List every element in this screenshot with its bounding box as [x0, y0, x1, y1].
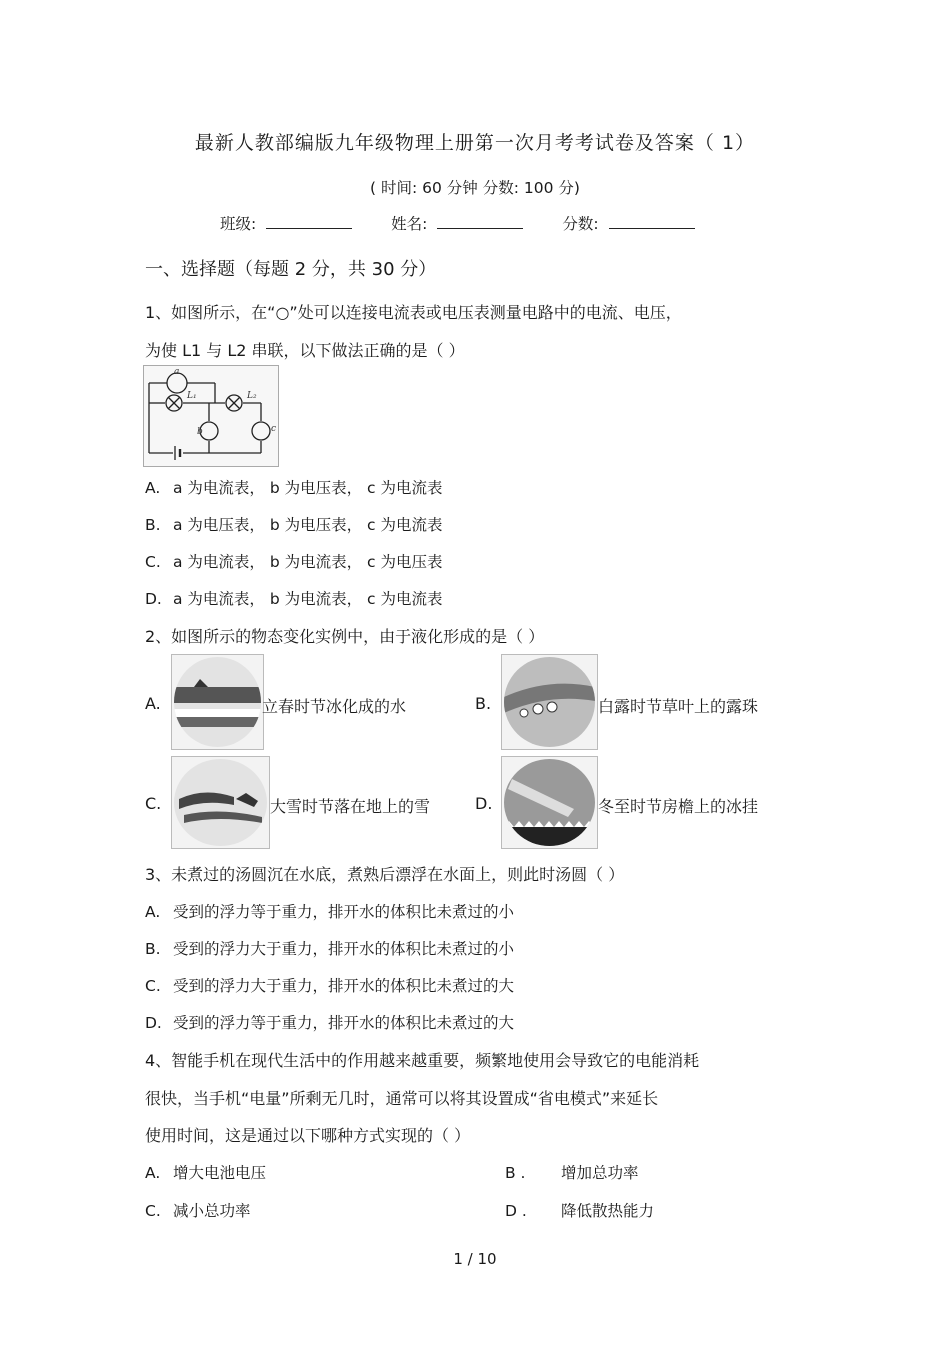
option-text: a 为电流表， b 为电压表， c 为电流表 [173, 479, 443, 497]
image-disc [504, 759, 595, 846]
class-label: 班级: [220, 215, 257, 233]
name-label: 姓名: [391, 215, 428, 233]
q3-option-c[interactable] [145, 974, 514, 996]
class-blank[interactable] [266, 214, 352, 229]
option-key: A. [145, 1164, 161, 1182]
option-text: 受到的浮力大于重力，排开水的体积比未煮过的大 [173, 977, 515, 995]
q4-option-c[interactable] [145, 1199, 251, 1221]
icicles-drawing [504, 759, 595, 846]
option-key: C. [145, 553, 161, 571]
image-disc [174, 657, 261, 747]
option-key: B . [505, 1164, 526, 1182]
image-disc [504, 657, 595, 747]
option-key: A. [145, 903, 161, 921]
lamp-l1-label: L₁ [187, 391, 197, 401]
option-key: A. [145, 694, 161, 713]
q2-stem: 2、如图所示的物态变化实例中，由于液化形成的是（ ） [145, 627, 545, 646]
option-text: a 为电流表， b 为电流表， c 为电流表 [173, 590, 443, 608]
option-text: 立春时节冰化成的水 [262, 697, 407, 716]
option-key: C. [145, 1202, 161, 1220]
option-text: 大雪时节落在地上的雪 [270, 797, 431, 816]
option-text: 冬至时节房檐上的冰挂 [598, 797, 759, 816]
option-text: 增加总功率 [561, 1164, 639, 1182]
option-text: 受到的浮力等于重力，排开水的体积比未煮过的小 [173, 903, 515, 921]
snowfall-drawing [174, 759, 267, 846]
q1-option-b[interactable] [145, 513, 443, 535]
option-text: 白露时节草叶上的露珠 [598, 697, 759, 716]
q4-stem-line1: 4、智能手机在现代生活中的作用越来越重要，频繁地使用会导致它的电能消耗 [145, 1051, 700, 1070]
q1-stem-line1: 1、如图所示，在“○”处可以连接电流表或电压表测量电路中的电流、电压， [145, 303, 682, 322]
option-text: a 为电压表， b 为电压表， c 为电流表 [173, 516, 443, 534]
option-text: 受到的浮力大于重力，排开水的体积比未煮过的小 [173, 940, 515, 958]
option-key: D. [475, 794, 493, 813]
page-number: 1 / 10 [453, 1250, 497, 1268]
option-key: D. [145, 590, 162, 608]
q3-option-b[interactable] [145, 937, 514, 959]
q4-stem-line3: 使用时间，这是通过以下哪种方式实现的（ ） [145, 1126, 471, 1145]
image-disc [174, 759, 267, 846]
option-text: 降低散热能力 [561, 1202, 655, 1220]
class-field[interactable] [220, 212, 352, 234]
q3-stem: 3、未煮过的汤圆沉在水底，煮熟后漂浮在水面上，则此时汤圆（ ） [145, 865, 625, 884]
option-key: C. [145, 794, 162, 813]
meter-a-label: a [174, 367, 180, 377]
option-text: a 为电流表， b 为电流表， c 为电压表 [173, 553, 443, 571]
option-key: B. [145, 940, 161, 958]
score-blank[interactable] [609, 214, 695, 229]
option-key: A. [145, 479, 161, 497]
snowfall-image [171, 756, 270, 849]
q4-stem-line2: 很快，当手机“电量”所剩无几时，通常可以将其设置成“省电模式”来延长 [145, 1089, 659, 1108]
score-label: 分数: [562, 215, 599, 233]
q1-option-d[interactable] [145, 587, 443, 609]
option-key: B. [145, 516, 161, 534]
q4-option-a[interactable] [145, 1161, 266, 1183]
q1-stem-line2: 为使 L1 与 L2 串联，以下做法正确的是（ ） [145, 341, 465, 360]
option-key: B. [475, 694, 492, 713]
option-text: 受到的浮力等于重力，排开水的体积比未煮过的大 [173, 1014, 515, 1032]
ice-melting-image [171, 654, 264, 750]
name-blank[interactable] [437, 214, 523, 229]
name-field[interactable] [391, 212, 523, 234]
page-title: 最新人教部编版九年级物理上册第一次月考考试卷及答案（ 1） [194, 132, 756, 154]
q4-option-b[interactable] [505, 1161, 639, 1183]
score-field[interactable] [562, 212, 694, 234]
q1-circuit-diagram [143, 365, 279, 467]
option-text: 减小总功率 [173, 1202, 251, 1220]
dew-drops-image [501, 654, 598, 750]
option-text: 增大电池电压 [173, 1164, 267, 1182]
meter-b-label: b [197, 427, 203, 437]
lamp-l2-label: L₂ [247, 391, 257, 401]
q1-option-a[interactable] [145, 476, 443, 498]
q3-option-d[interactable] [145, 1011, 514, 1033]
meter-c-label: c [271, 424, 277, 434]
option-key: C. [145, 977, 161, 995]
section-heading: 一、选择题（每题 2 分，共 30 分） [145, 259, 437, 280]
option-key: D. [145, 1014, 162, 1032]
exam-meta: ( 时间: 60 分钟 分数: 100 分) [370, 179, 580, 197]
q4-option-d[interactable] [505, 1199, 654, 1221]
student-info-fields [220, 212, 729, 234]
icicles-image [501, 756, 598, 849]
q1-option-c[interactable] [145, 550, 443, 572]
ice-melting-drawing [174, 657, 261, 747]
option-key: D . [505, 1202, 527, 1220]
q3-option-a[interactable] [145, 900, 514, 922]
dew-drops-drawing [504, 657, 595, 747]
